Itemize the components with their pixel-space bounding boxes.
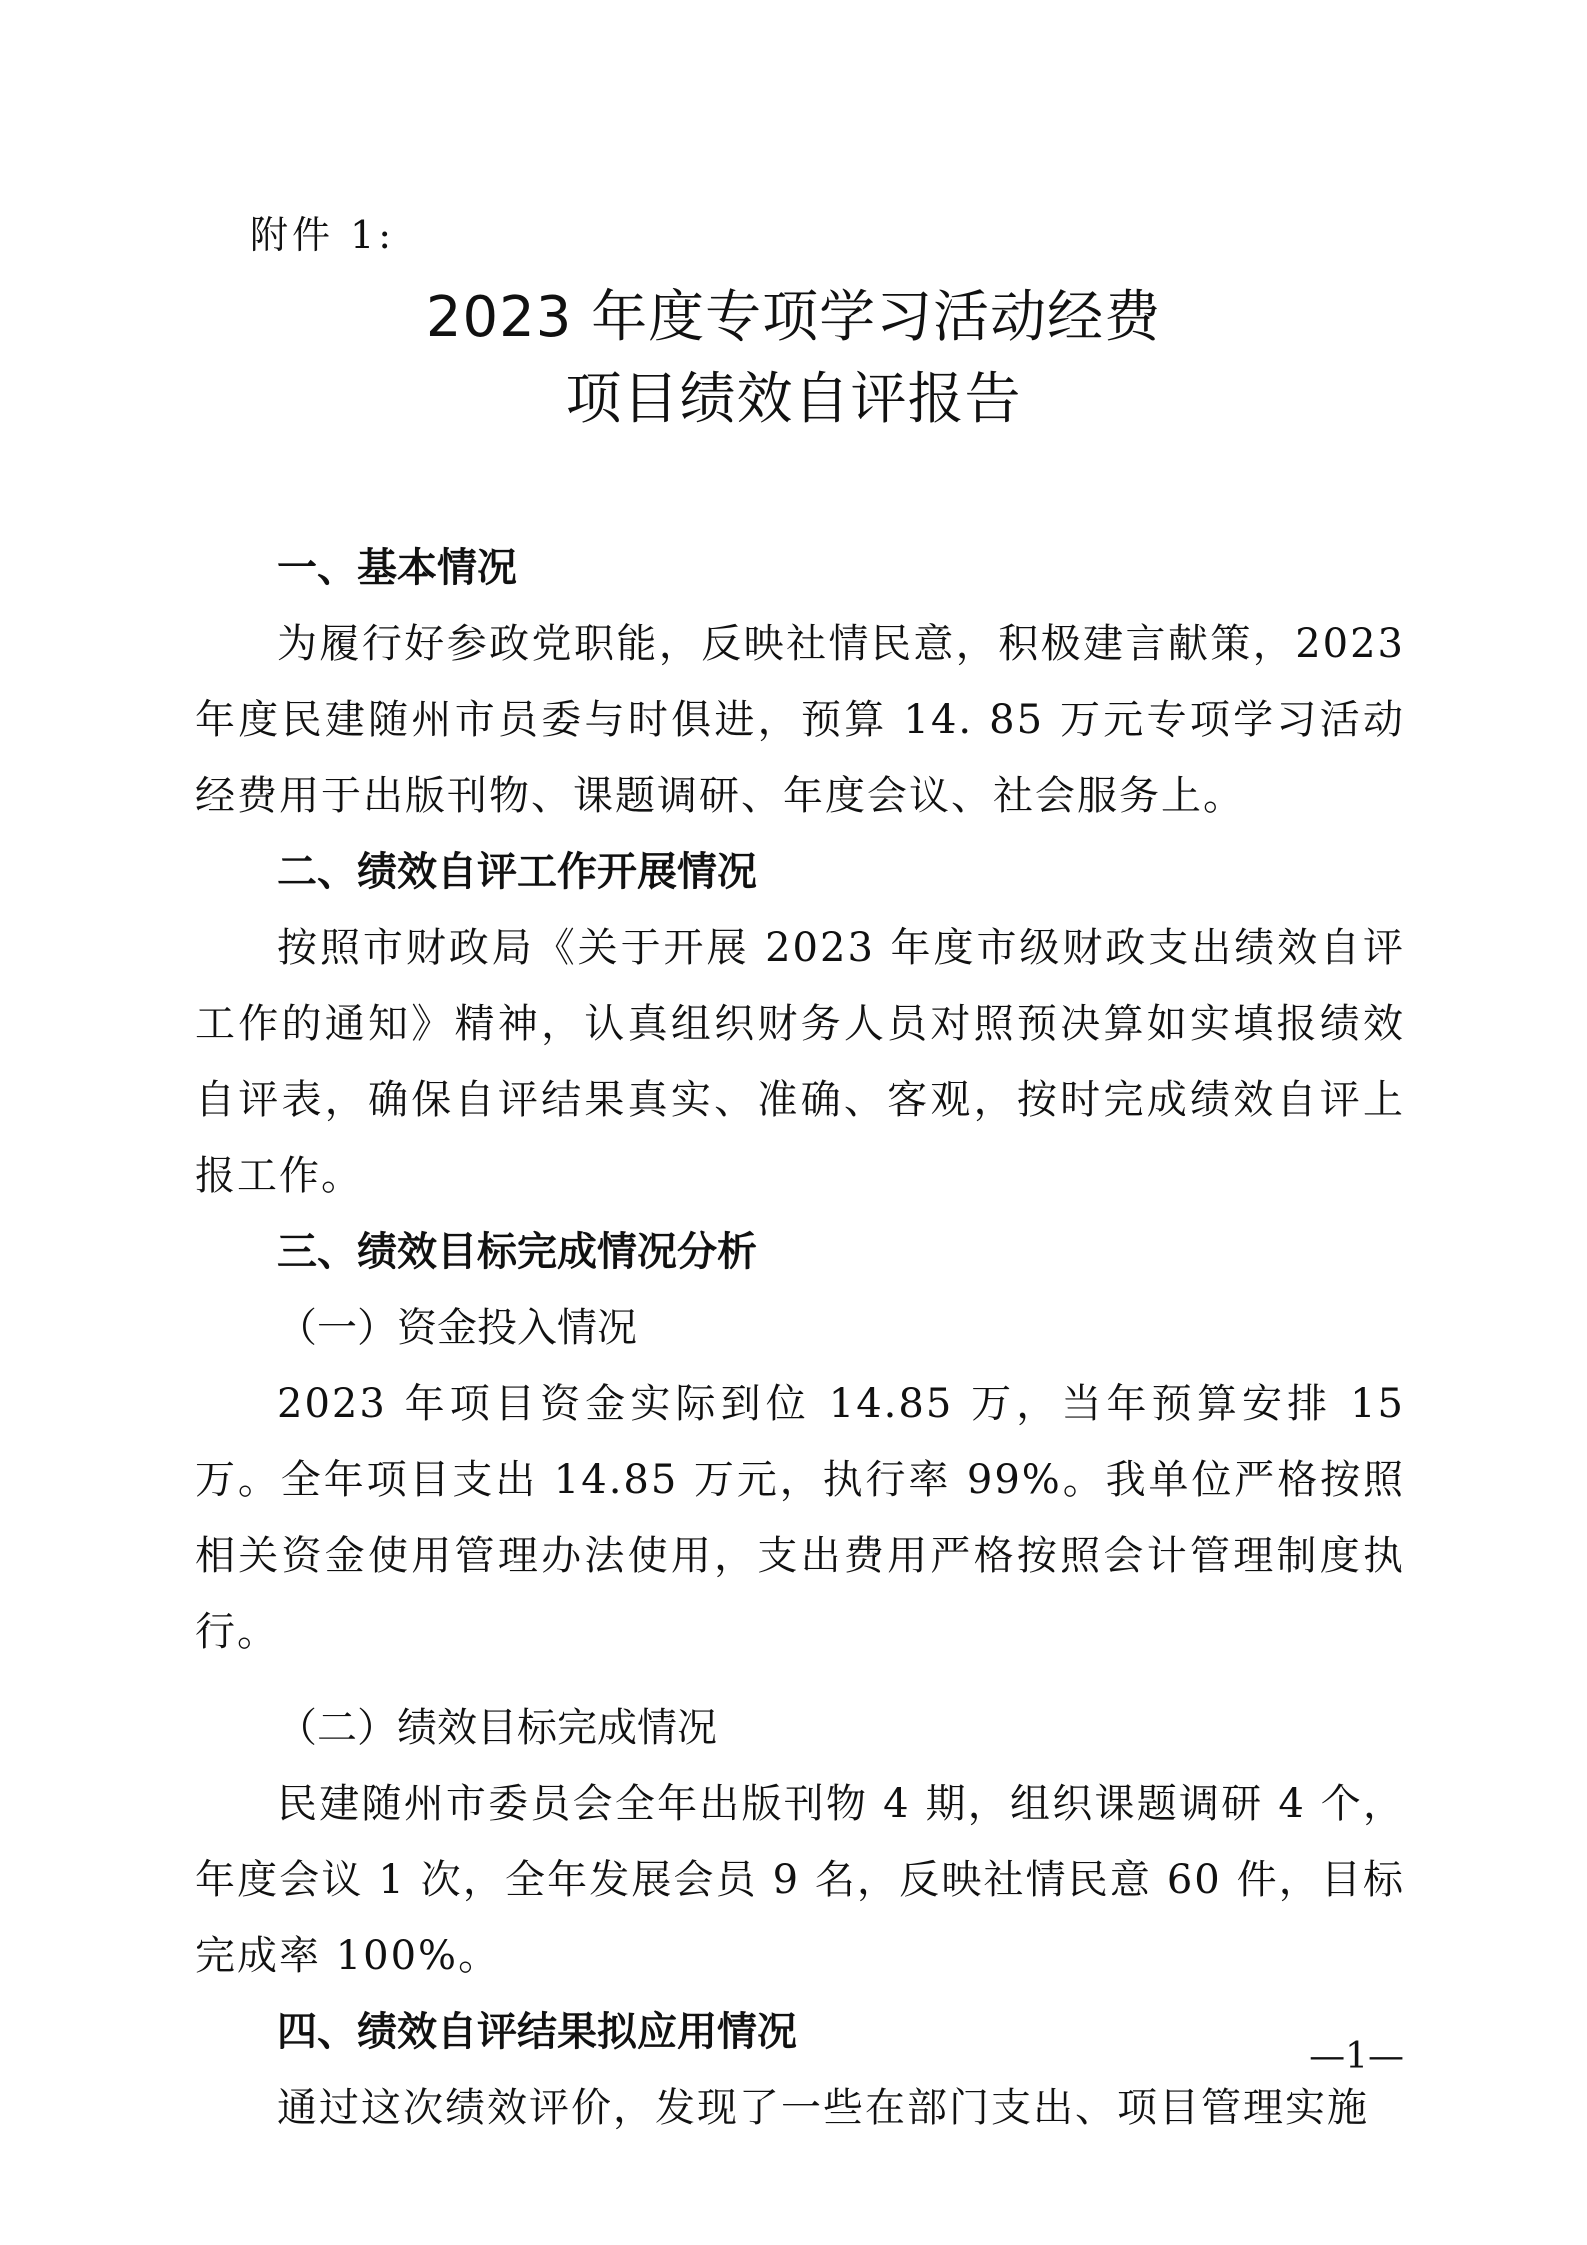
section-paragraph-result-application: 通过这次绩效评价，发现了一些在部门支出、项目管理实施 bbox=[277, 2085, 1369, 2131]
section-heading-goal-analysis: 三、绩效目标完成情况分析 bbox=[277, 1229, 757, 1275]
section-heading-self-evaluation: 二、绩效自评工作开展情况 bbox=[277, 849, 757, 895]
subsection-heading-funding: （一）资金投入情况 bbox=[277, 1305, 637, 1351]
section-heading-result-application: 四、绩效自评结果拟应用情况 bbox=[277, 2009, 797, 2055]
subsection-paragraph-goal-completion: 民建随州市委员会全年出版刊物 4 期，组织课题调研 4 个，年度会议 1 次，全年发展会员 9 名，反映社情民意 60 件，目标完成率 100%。 bbox=[195, 1781, 1405, 1979]
section-paragraph-self-evaluation: 按照市财政局《关于开展 2023 年度市级财政支出绩效自评工作的通知》精神，认真组织财务人员对照预决算如实填报绩效自评表，确保自评结果真实、准确、客观，按时完成绩效自评上报工作。 bbox=[195, 925, 1405, 1199]
document-title-line2: 项目绩效自评报告 bbox=[565, 367, 1022, 432]
section-paragraph-basic: 为履行好参政党职能，反映社情民意，积极建言献策，2023 年度民建随州市员委与时俱进，预算 14. 85 万元专项学习活动经费用于出版刊物、课题调研、年度会议、社会服务上。 bbox=[195, 621, 1405, 819]
section-heading-basic: 一、基本情况 bbox=[277, 545, 517, 591]
subsection-heading-goal-completion: （二）绩效目标完成情况 bbox=[277, 1705, 717, 1751]
subsection-paragraph-funding: 2023 年项目资金实际到位 14.85 万，当年预算安排 15 万。全年项目支出 14.85 万元，执行率 99%。我单位严格按照相关资金使用管理办法使用，支出费用严格按照会计管理制度执行。 bbox=[195, 1381, 1405, 1655]
page-number: —1— bbox=[1309, 2036, 1404, 2077]
document-title-line1: 2023 年度专项学习活动经费 bbox=[425, 285, 1162, 350]
document-body bbox=[195, 530, 1405, 2146]
attachment-label: 附件 1: bbox=[250, 213, 396, 257]
paragraph-gap bbox=[195, 1670, 1405, 1690]
